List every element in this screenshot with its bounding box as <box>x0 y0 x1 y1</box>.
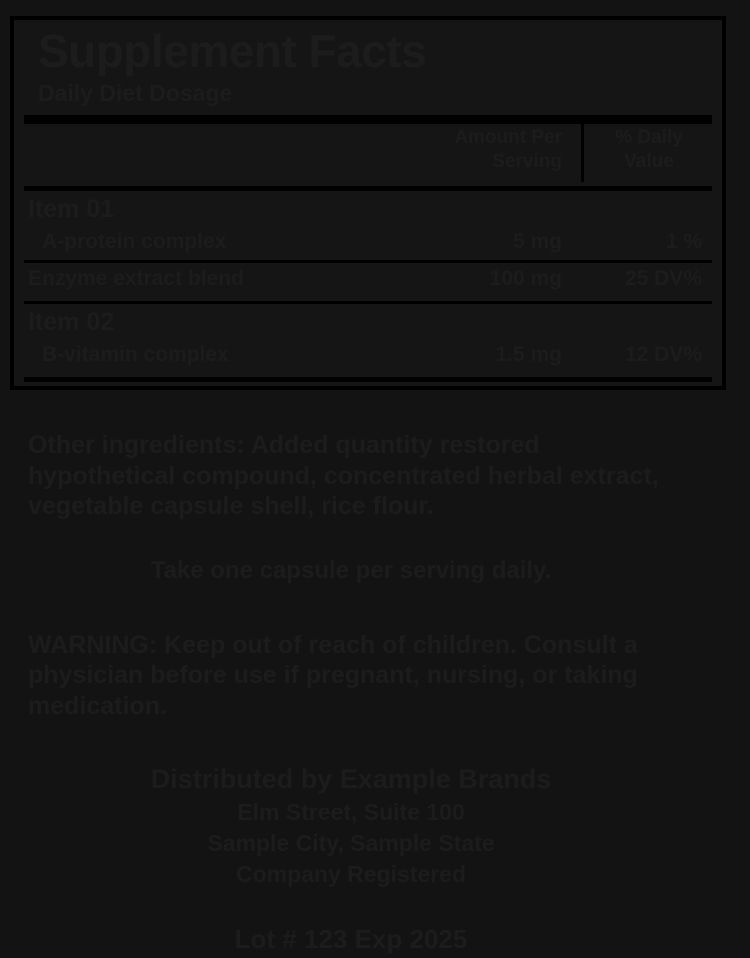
nutrient-group-name: Item 02 <box>28 308 115 336</box>
distributor-address-line: Elm Street, Suite 100 <box>237 798 465 825</box>
other-ingredients-text: Other ingredients: Added quantity restored hypothetical compound, concentrated herbal extract, vegetable capsule shell, rice flour. <box>28 431 659 520</box>
nutrient-group-name: Item 01 <box>28 195 115 223</box>
divider-bottom <box>24 377 712 382</box>
panel-title: Supplement Facts <box>38 25 427 77</box>
header-column-divider <box>581 124 584 182</box>
label-body-copy <box>28 430 728 955</box>
nutrient-amount: 100 mg <box>489 267 562 290</box>
nutrient-amount: 1.5 mg <box>495 343 562 366</box>
panel-header-row <box>24 124 712 186</box>
nutrient-name: Enzyme extract blend <box>28 267 244 290</box>
distributor-block <box>28 763 674 890</box>
nutrient-amount: 5 mg <box>512 230 562 253</box>
supplement-facts-panel <box>10 16 726 390</box>
distributor-address-line: Sample City, Sample State <box>207 829 495 856</box>
distributor-address-line: Company Registered <box>235 860 467 887</box>
nutrient-name: A-protein complex <box>42 230 227 253</box>
directions-text: Take one capsule per serving daily. <box>150 556 552 584</box>
nutrient-daily-value: 25 DV% <box>624 267 702 290</box>
warning-text: WARNING: Keep out of reach of children. Consult a physician before use if pregnant, nursing, or taking medication. <box>28 630 638 720</box>
table-row <box>24 263 712 301</box>
lot-expiry-text: Lot # 123 Exp 2025 <box>234 923 468 954</box>
nutrient-daily-value: 1 % <box>665 230 702 253</box>
table-row <box>24 226 712 260</box>
distributor-name: Distributed by Example Brands <box>150 764 552 794</box>
nutrient-name: B-vitamin complex <box>42 343 229 366</box>
table-row <box>24 339 712 373</box>
nutrient-daily-value: 12 DV% <box>624 343 702 366</box>
daily-value-label: % Daily Value <box>615 127 683 172</box>
serving-size-line: Daily Diet Dosage <box>38 80 233 106</box>
amount-per-serving-label: Amount Per Serving <box>454 127 562 172</box>
divider-thick-top <box>24 115 712 124</box>
